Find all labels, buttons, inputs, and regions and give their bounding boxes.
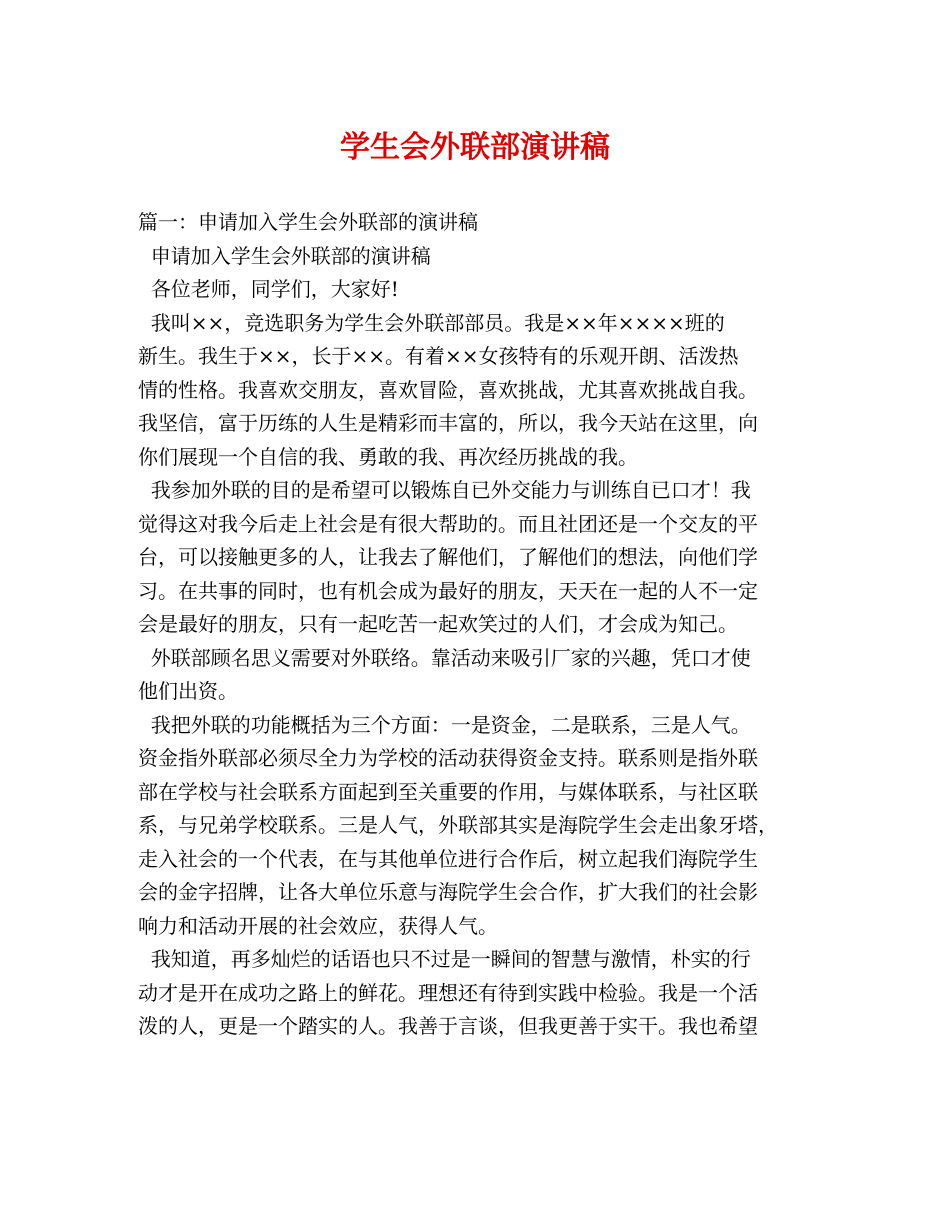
body-line: 泼的人，更是一个踏实的人。我善于言谈，但我更善于实干。我也希望 <box>138 1014 758 1038</box>
body-line: 走入社会的一个代表，在与其他单位进行合作后，树立起我们海院学生 <box>138 846 758 871</box>
body-line: 新生。我生于××，长于××。有着××女孩特有的乐观开朗、活泼热 <box>138 344 739 368</box>
body-line: 觉得这对我今后走上社会是有很大帮助的。而且社团还是一个交友的平 <box>138 511 758 536</box>
body-line: 系，与兄弟学校联系。三是人气，外联部其实是海院学生会走出象牙塔， <box>138 813 778 837</box>
body-line: 我坚信，富于历练的人生是精彩而丰富的，所以，我今天站在这里，向 <box>138 411 758 435</box>
document-title: 学生会外联部演讲稿 <box>340 130 610 165</box>
body-line: 台，可以接触更多的人，让我去了解他们，了解他们的想法，向他们学 <box>138 545 758 569</box>
body-line: 篇一：申请加入学生会外联部的演讲稿 <box>138 210 478 234</box>
body-line: 各位老师，同学们，大家好! <box>138 277 399 301</box>
body-line: 习。在共事的同时，也有机会成为最好的朋友，天天在一起的人不一定 <box>138 578 758 603</box>
body-line: 你们展现一个自信的我、勇敢的我、再次经历挑战的我。 <box>138 444 638 469</box>
body-line: 申请加入学生会外联部的演讲稿 <box>138 243 431 268</box>
body-line: 情的性格。我喜欢交朋友，喜欢冒险，喜欢挑战，尤其喜欢挑战自我。 <box>138 377 758 402</box>
body-line: 动才是开在成功之路上的鲜花。理想还有待到实践中检验。我是一个活 <box>138 980 758 1005</box>
body-line: 我参加外联的目的是希望可以锻炼自已外交能力与训练自已口才！我 <box>138 478 751 502</box>
body-line: 会是最好的朋友，只有一起吃苦一起欢笑过的人们，才会成为知己。 <box>138 612 738 636</box>
body-line: 我把外联的功能概括为三个方面：一是资金，二是联系，三是人气。 <box>138 712 751 737</box>
body-line: 资金指外联部必须尽全力为学校的活动获得资金支持。联系则是指外联 <box>138 746 758 770</box>
body-line: 部在学校与社会联系方面起到至关重要的作用，与媒体联系，与社区联 <box>138 779 758 804</box>
body-line: 我叫××，竞选职务为学生会外联部部员。我是××年××××班的 <box>138 310 725 335</box>
body-line: 外联部顾名思义需要对外联络。靠活动来吸引厂家的兴趣，凭口才使 <box>138 645 751 670</box>
body-line: 会的金字招牌，让各大单位乐意与海院学生会合作，扩大我们的社会影 <box>138 880 758 904</box>
body-line: 他们出资。 <box>138 679 238 703</box>
document-body <box>138 206 818 1044</box>
body-line: 我知道，再多灿烂的话语也只不过是一瞬间的智慧与激情，朴实的行 <box>138 947 751 971</box>
body-line: 响力和活动开展的社会效应，获得人气。 <box>138 913 498 938</box>
